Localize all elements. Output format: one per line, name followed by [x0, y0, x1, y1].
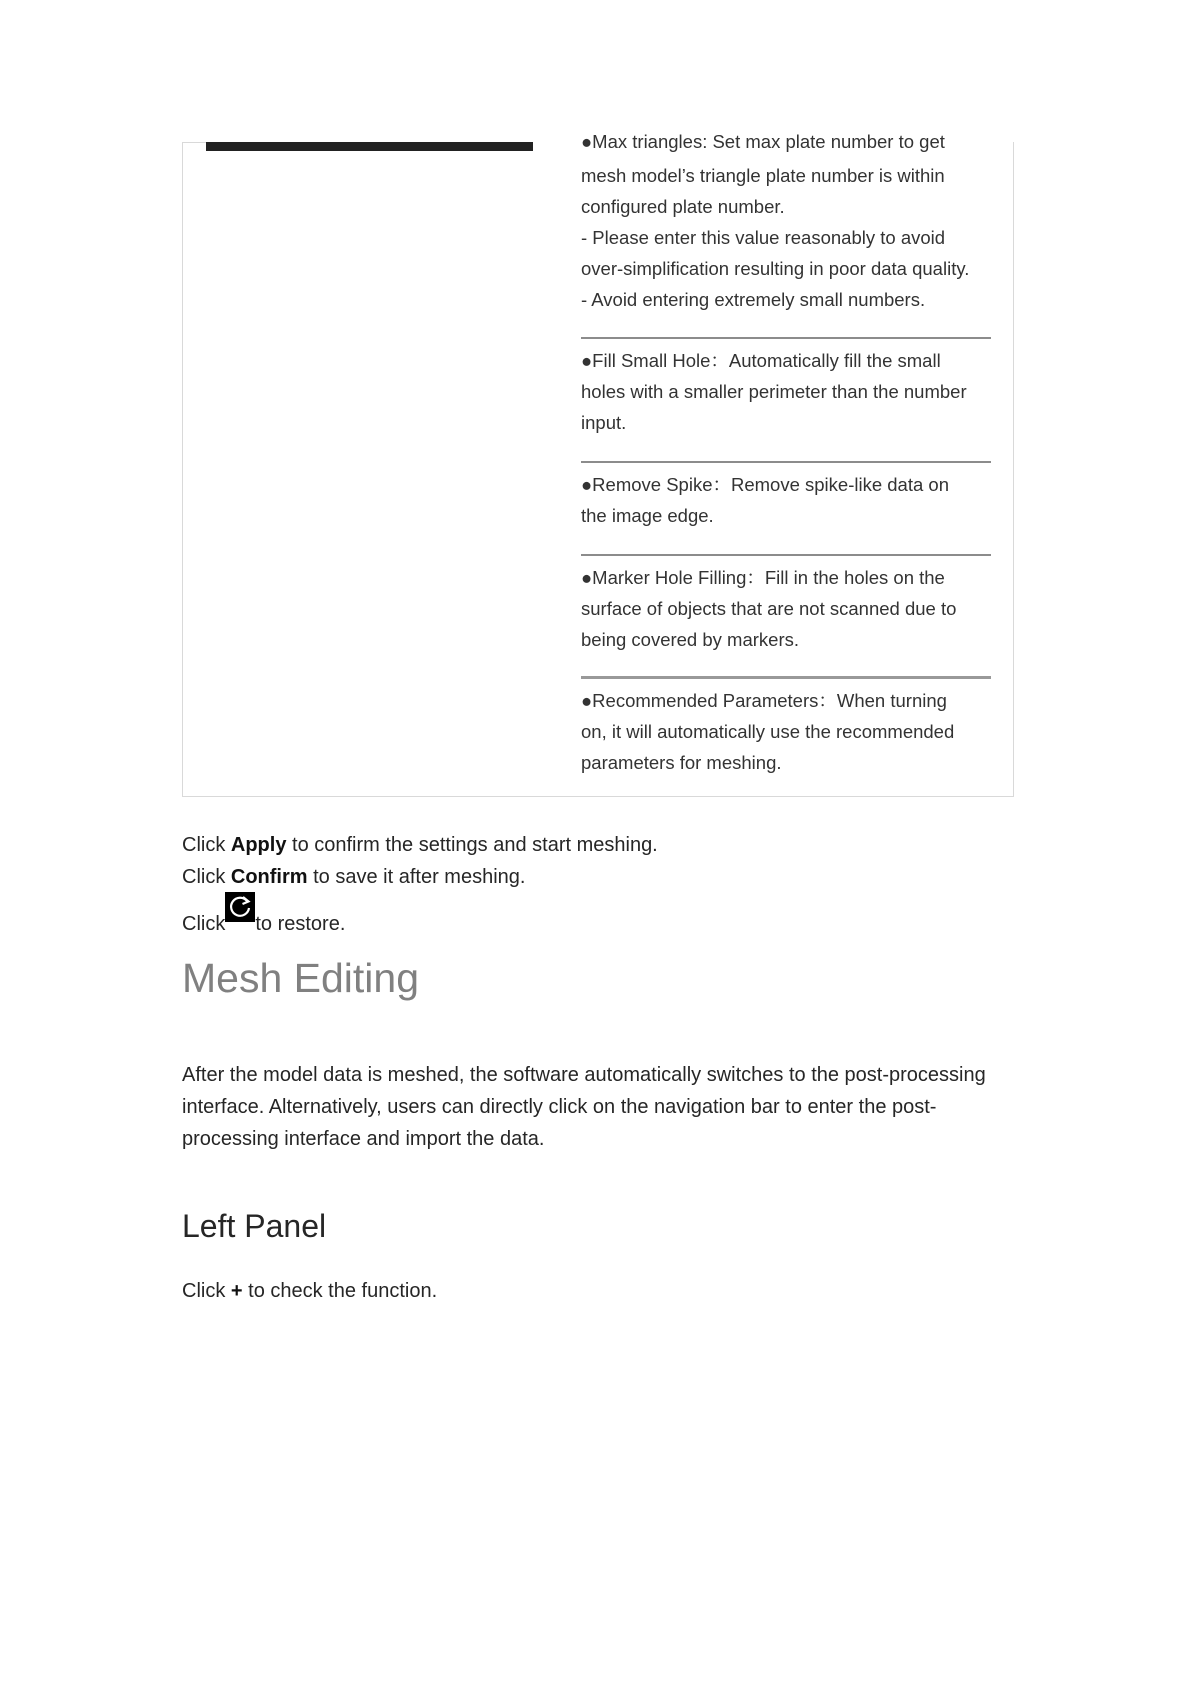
row-divider [581, 554, 991, 556]
confirm-keyword: Confirm [230, 866, 308, 888]
left-panel-heading: Left Panel [182, 1208, 327, 1244]
max-triangles-description: mesh model’s triangle plate number is within configured plate number. - Please enter this value reasonably to avoid over-simplification resulting in poor data quality. - Avoid entering extremely small numbers. [581, 165, 970, 310]
row-divider [581, 676, 991, 679]
row-divider [581, 461, 991, 463]
mesh-editing-body: After the model data is meshed, the software automatically switches to the post-processing interface. Alternatively, users can directly click on the navigation bar to enter the post-processing interface and import the data. [182, 1064, 986, 1150]
apply-instruction: Click Apply to confirm the settings and start meshing. [182, 834, 658, 856]
confirm-instruction: Click Confirm to save it after meshing. [182, 866, 526, 888]
plus-keyword: + [230, 1280, 243, 1302]
apply-keyword: Apply [230, 834, 287, 856]
row-divider [581, 337, 991, 339]
fill-small-hole-description: ●Fill Small Hole：Automatically fill the small holes with a smaller perimeter than the number input. [581, 350, 967, 433]
image-bottom-edge [206, 142, 533, 151]
left-panel-instruction: Click + to check the function. [182, 1280, 438, 1302]
clipped-max-triangles-line: ●Max triangles: Set max plate number to get [581, 133, 945, 152]
recommended-parameters-description: ●Recommended Parameters：When turning on, it will automatically use the recommended parameters for meshing. [581, 690, 955, 773]
restore-icon [225, 892, 255, 922]
marker-hole-filling-description: ●Marker Hole Filling：Fill in the holes on the surface of objects that are not scanned due to being covered by markers. [581, 567, 957, 650]
restore-instruction: Click to restore. [182, 902, 345, 940]
mesh-editing-heading: Mesh Editing [182, 955, 420, 1001]
remove-spike-description: ●Remove Spike：Remove spike-like data on the image edge. [581, 474, 949, 526]
